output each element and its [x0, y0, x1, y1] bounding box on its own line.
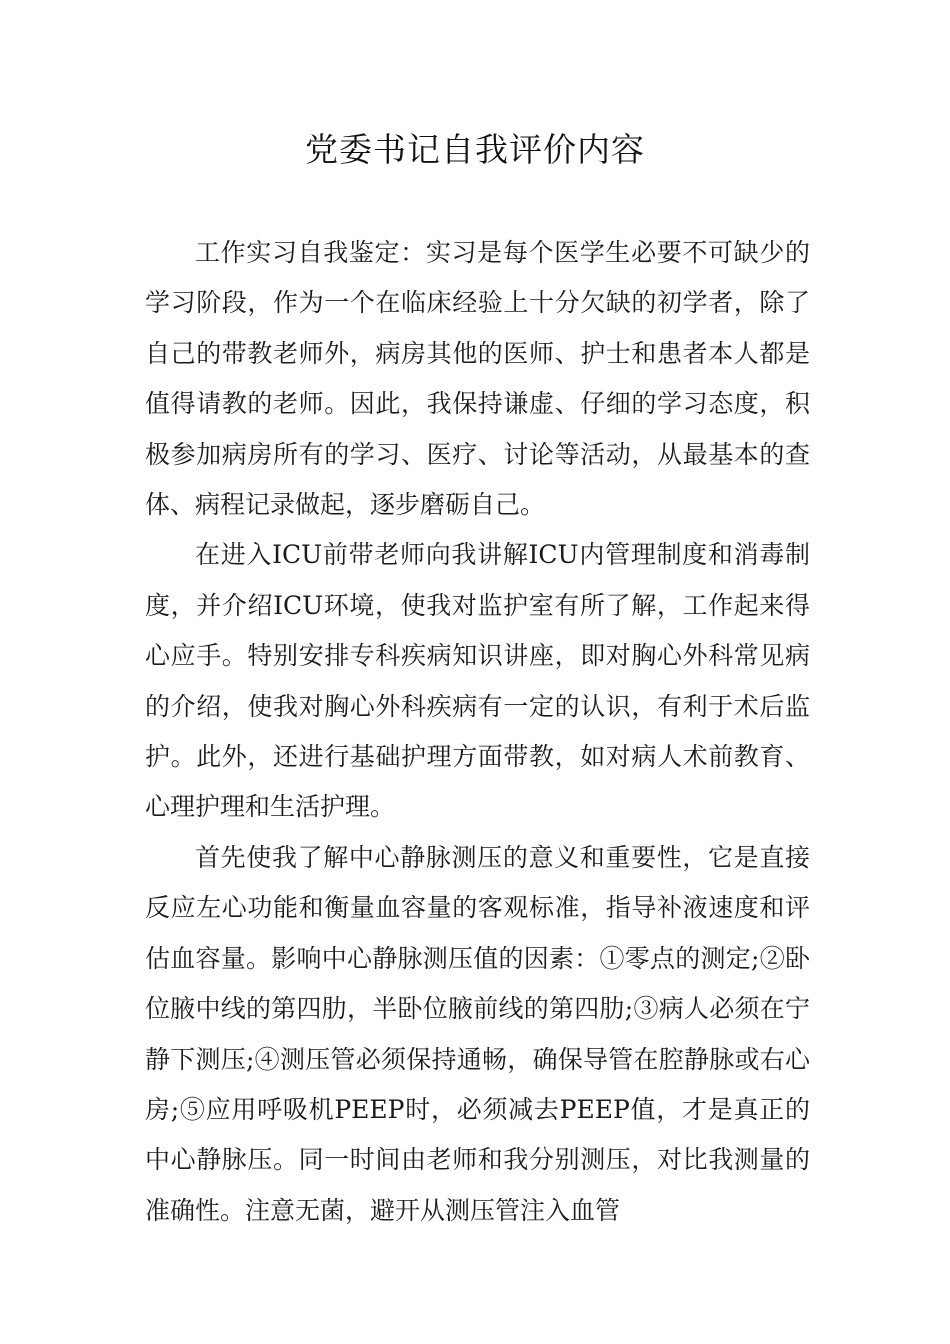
document-title: 党委书记自我评价内容	[305, 130, 645, 169]
paragraph-3: 首先使我了解中心静脉测压的意义和重要性，它是直接反应左心功能和衡量血容量的客观标准，指导补液速度和评估血容量。影响中心静脉测压值的因素：①零点的测定;②卧位腋中线的第四肋，半卧位腋前线的第四肋;③病人必须在宁静下测压;④测压管必须保持通畅，确保导管在腔静脉或右心房;⑤应用呼吸机PEEP时，必须减去PEEP值，才是真正的中心静脉压。同一时间由老师和我分别测压，对比我测量的准确性。注意无菌，避开从测压管注入血管	[145, 842, 810, 1225]
document-body	[145, 228, 810, 1236]
paragraph-2: 在进入ICU前带老师向我讲解ICU内管理制度和消毒制度，并介绍ICU环境，使我对监护室有所了解，工作起来得心应手。特别安排专科疾病知识讲座，即对胸心外科常见病的介绍，使我对胸心外科疾病有一定的认识，有利于术后监护。此外，还进行基础护理方面带教，如对病人术前教育、心理护理和生活护理。	[145, 540, 810, 822]
paragraph-1: 工作实习自我鉴定：实习是每个医学生必要不可缺少的学习阶段，作为一个在临床经验上十分欠缺的初学者，除了自己的带教老师外，病房其他的医师、护士和患者本人都是值得请教的老师。因此，我保持谦虚、仔细的学习态度，积极参加病房所有的学习、医疗、讨论等活动，从最基本的查体、病程记录做起，逐步磨砺自己。	[145, 238, 810, 520]
